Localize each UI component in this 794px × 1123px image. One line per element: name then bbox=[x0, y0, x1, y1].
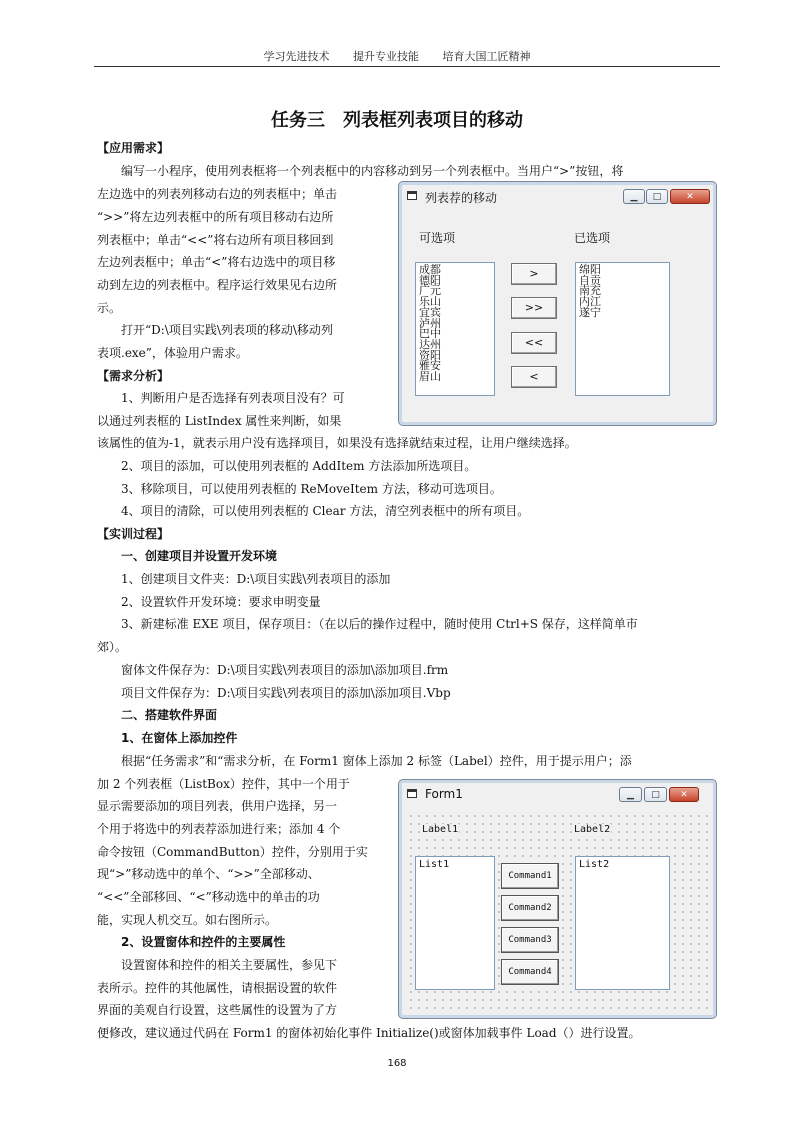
paragraph-line: 界面的美观自行设置，这些属性的设置为了方 bbox=[97, 1003, 338, 1017]
list-item[interactable]: 雅安 bbox=[419, 359, 441, 373]
list-item[interactable]: 宜宾 bbox=[419, 305, 441, 319]
paragraph-line: 项目文件保存为：D:\项目实践\列表项目的添加\添加项目.Vbp bbox=[121, 686, 451, 700]
page-header bbox=[0, 48, 794, 64]
page-number: 168 bbox=[387, 1058, 407, 1069]
move-one-left-button[interactable]: < bbox=[511, 366, 557, 388]
paragraph-line: 命令按钮（CommandButton）控件，分别用于实 bbox=[97, 845, 368, 859]
window-title: 列表荐的移动 bbox=[425, 191, 498, 205]
paragraph-line: 1、判断用户是否选择有列表项目没有？可 bbox=[121, 391, 345, 405]
move-all-right-button[interactable]: >> bbox=[511, 297, 557, 319]
list-item[interactable]: 成都 bbox=[419, 263, 441, 276]
move-all-left-button[interactable]: << bbox=[511, 332, 557, 354]
paragraph-line: 动到左边的列表框中。程序运行效果见右边所 bbox=[97, 278, 338, 292]
title-bar bbox=[403, 784, 712, 806]
paragraph-line: 加 2 个列表框（ListBox）控件，其中一个用于 bbox=[97, 777, 350, 791]
paragraph-line: “<<”全部移回、“<”移动选中的单击的功 bbox=[97, 890, 320, 904]
page-title: 任务三 列表框列表项目的移动 bbox=[271, 110, 523, 131]
paragraph-line: 窗体文件保存为：D:\项目实践\列表项目的添加\添加项目.frm bbox=[121, 663, 449, 677]
paragraph-line: 打开“D:\项目实践\列表项的移动\移动列 bbox=[121, 323, 333, 337]
label2-control[interactable]: Label2 bbox=[574, 824, 611, 835]
paragraph-line: 个用于将选中的列表荐添加进行来；添加 4 个 bbox=[97, 822, 341, 836]
paragraph-line: 该属性的值为-1，就表示用户没有选择项目，如果没有选择就结束过程，让用户继续选择。 bbox=[97, 436, 577, 450]
paragraph-line: 1、创建项目文件夹：D:\项目实践\列表项目的添加 bbox=[121, 572, 391, 586]
paragraph-line: 3、新建标准 EXE 项目，保存项目：（在以后的操作过程中，随时使用 Ctrl+S 保存，这样简单市 bbox=[121, 617, 638, 631]
form1-designer-window bbox=[398, 779, 717, 1019]
section-heading: 【实训过程】 bbox=[97, 527, 170, 541]
paragraph-line: 3、移除项目，可以使用列表框的 ReMoveItem 方法，移动可选项目。 bbox=[121, 482, 502, 496]
list-item[interactable]: 资阳 bbox=[419, 348, 441, 362]
close-button[interactable]: ✕ bbox=[669, 787, 699, 802]
list-item[interactable]: 南充 bbox=[579, 284, 601, 298]
form-design-surface[interactable] bbox=[405, 810, 708, 1010]
list-item[interactable]: 遂宁 bbox=[579, 305, 601, 319]
section-heading: 【需求分析】 bbox=[97, 369, 170, 383]
paragraph-line: 以通过列表框的 ListIndex 属性来判断，如果 bbox=[97, 414, 342, 428]
paragraph-line: 能，实现人机交互。如右图所示。 bbox=[97, 913, 278, 927]
list-move-window bbox=[398, 181, 717, 426]
paragraph-line: 郊）。 bbox=[97, 640, 128, 654]
paragraph-line: 显示需要添加的项目列表，供用户选择，另一 bbox=[97, 799, 338, 813]
close-button[interactable]: ✕ bbox=[670, 189, 710, 204]
paragraph-line: 编写一小程序，使用列表框将一个列表框中的内容移动到另一个列表框中。当用户“>”按钮，将 bbox=[121, 164, 624, 178]
paragraph-line: 便修改，建议通过代码在 Form1 的窗体初始化事件 Initialize()或窗体加载事件 Load（）进行设置。 bbox=[97, 1026, 641, 1040]
list-item[interactable]: 内江 bbox=[579, 295, 601, 309]
label1-control[interactable]: Label1 bbox=[422, 824, 459, 835]
paragraph-line: 2、项目的添加，可以使用列表框的 AddItem 方法添加所选项目。 bbox=[121, 459, 477, 473]
selected-label: 已选项 bbox=[574, 231, 611, 245]
subheading: 一、创建项目并设置开发环境 bbox=[121, 549, 278, 563]
header-item: 学习先进技术 bbox=[263, 50, 330, 63]
header-item: 培育大国工匠精神 bbox=[442, 50, 531, 63]
paragraph-line: 示。 bbox=[97, 301, 122, 315]
paragraph-line: 列表框中；单击“<<”将右边所有项目移回到 bbox=[97, 233, 334, 247]
list-item[interactable]: 德阳 bbox=[419, 273, 441, 287]
paragraph-line: “>>”将左边列表框中的所有项目移动右边所 bbox=[97, 210, 334, 224]
move-one-right-button[interactable]: > bbox=[511, 263, 557, 285]
window-client bbox=[405, 212, 708, 417]
window-title: Form1 bbox=[425, 787, 463, 801]
maximize-button[interactable]: □ bbox=[644, 787, 667, 802]
paragraph-line: 设置窗体和控件的相关主要属性，参见下 bbox=[121, 958, 338, 972]
paragraph-line: 2、设置软件开发环境：要求申明变量 bbox=[121, 595, 321, 609]
minimize-button[interactable]: ▁ bbox=[619, 787, 642, 802]
window-icon bbox=[407, 789, 417, 798]
list-item[interactable]: 眉山 bbox=[419, 370, 441, 384]
command3-button[interactable]: Command3 bbox=[501, 927, 559, 953]
available-listbox[interactable] bbox=[415, 262, 495, 396]
header-item: 提升专业技能 bbox=[353, 50, 419, 63]
available-label: 可选项 bbox=[419, 231, 456, 245]
paragraph-line: 4、项目的清除，可以使用列表框的 Clear 方法，清空列表框中的所有项目。 bbox=[121, 504, 530, 518]
paragraph-line: 现“>”移动选中的单个、“>>”全部移动、 bbox=[97, 867, 320, 881]
window-icon bbox=[407, 191, 417, 200]
paragraph-line: 表所示。控件的其他属性，请根据设置的软件 bbox=[97, 981, 338, 995]
list-item[interactable]: 巴中 bbox=[419, 327, 441, 341]
paragraph-line: 根据“任务需求”和“需求分析，在 Form1 窗体上添加 2 标签（Label）控件，用于提示用户；添 bbox=[121, 754, 632, 768]
list-item[interactable]: 广元 bbox=[419, 284, 441, 298]
paragraph-line: 表项.exe”，体验用户需求。 bbox=[97, 346, 248, 360]
list2-control[interactable]: List2 bbox=[575, 856, 670, 990]
subheading: 二、搭建软件界面 bbox=[121, 708, 218, 722]
list-item[interactable]: 自贡 bbox=[579, 273, 601, 287]
title-bar bbox=[403, 186, 712, 208]
subheading: 1、在窗体上添加控件 bbox=[121, 731, 238, 745]
list1-control[interactable]: List1 bbox=[415, 856, 495, 990]
list-item[interactable]: 绵阳 bbox=[579, 263, 601, 276]
paragraph-line: 左边选中的列表列移动右边的列表框中；单击 bbox=[97, 187, 338, 201]
selected-listbox[interactable] bbox=[575, 262, 670, 396]
list-item[interactable]: 乐山 bbox=[419, 295, 441, 309]
list-item[interactable]: 达州 bbox=[419, 337, 441, 351]
header-rule bbox=[94, 66, 720, 67]
command2-button[interactable]: Command2 bbox=[501, 895, 559, 921]
command1-button[interactable]: Command1 bbox=[501, 863, 559, 889]
paragraph-line: 左边列表框中；单击“<”将右边选中的项目移 bbox=[97, 255, 336, 269]
subheading: 2、设置窗体和控件的主要属性 bbox=[121, 935, 286, 949]
maximize-button[interactable]: □ bbox=[646, 189, 668, 204]
minimize-button[interactable]: ▁ bbox=[623, 189, 645, 204]
command4-button[interactable]: Command4 bbox=[501, 959, 559, 985]
list-item[interactable]: 泸州 bbox=[419, 316, 441, 330]
section-heading: 【应用需求】 bbox=[97, 141, 170, 155]
